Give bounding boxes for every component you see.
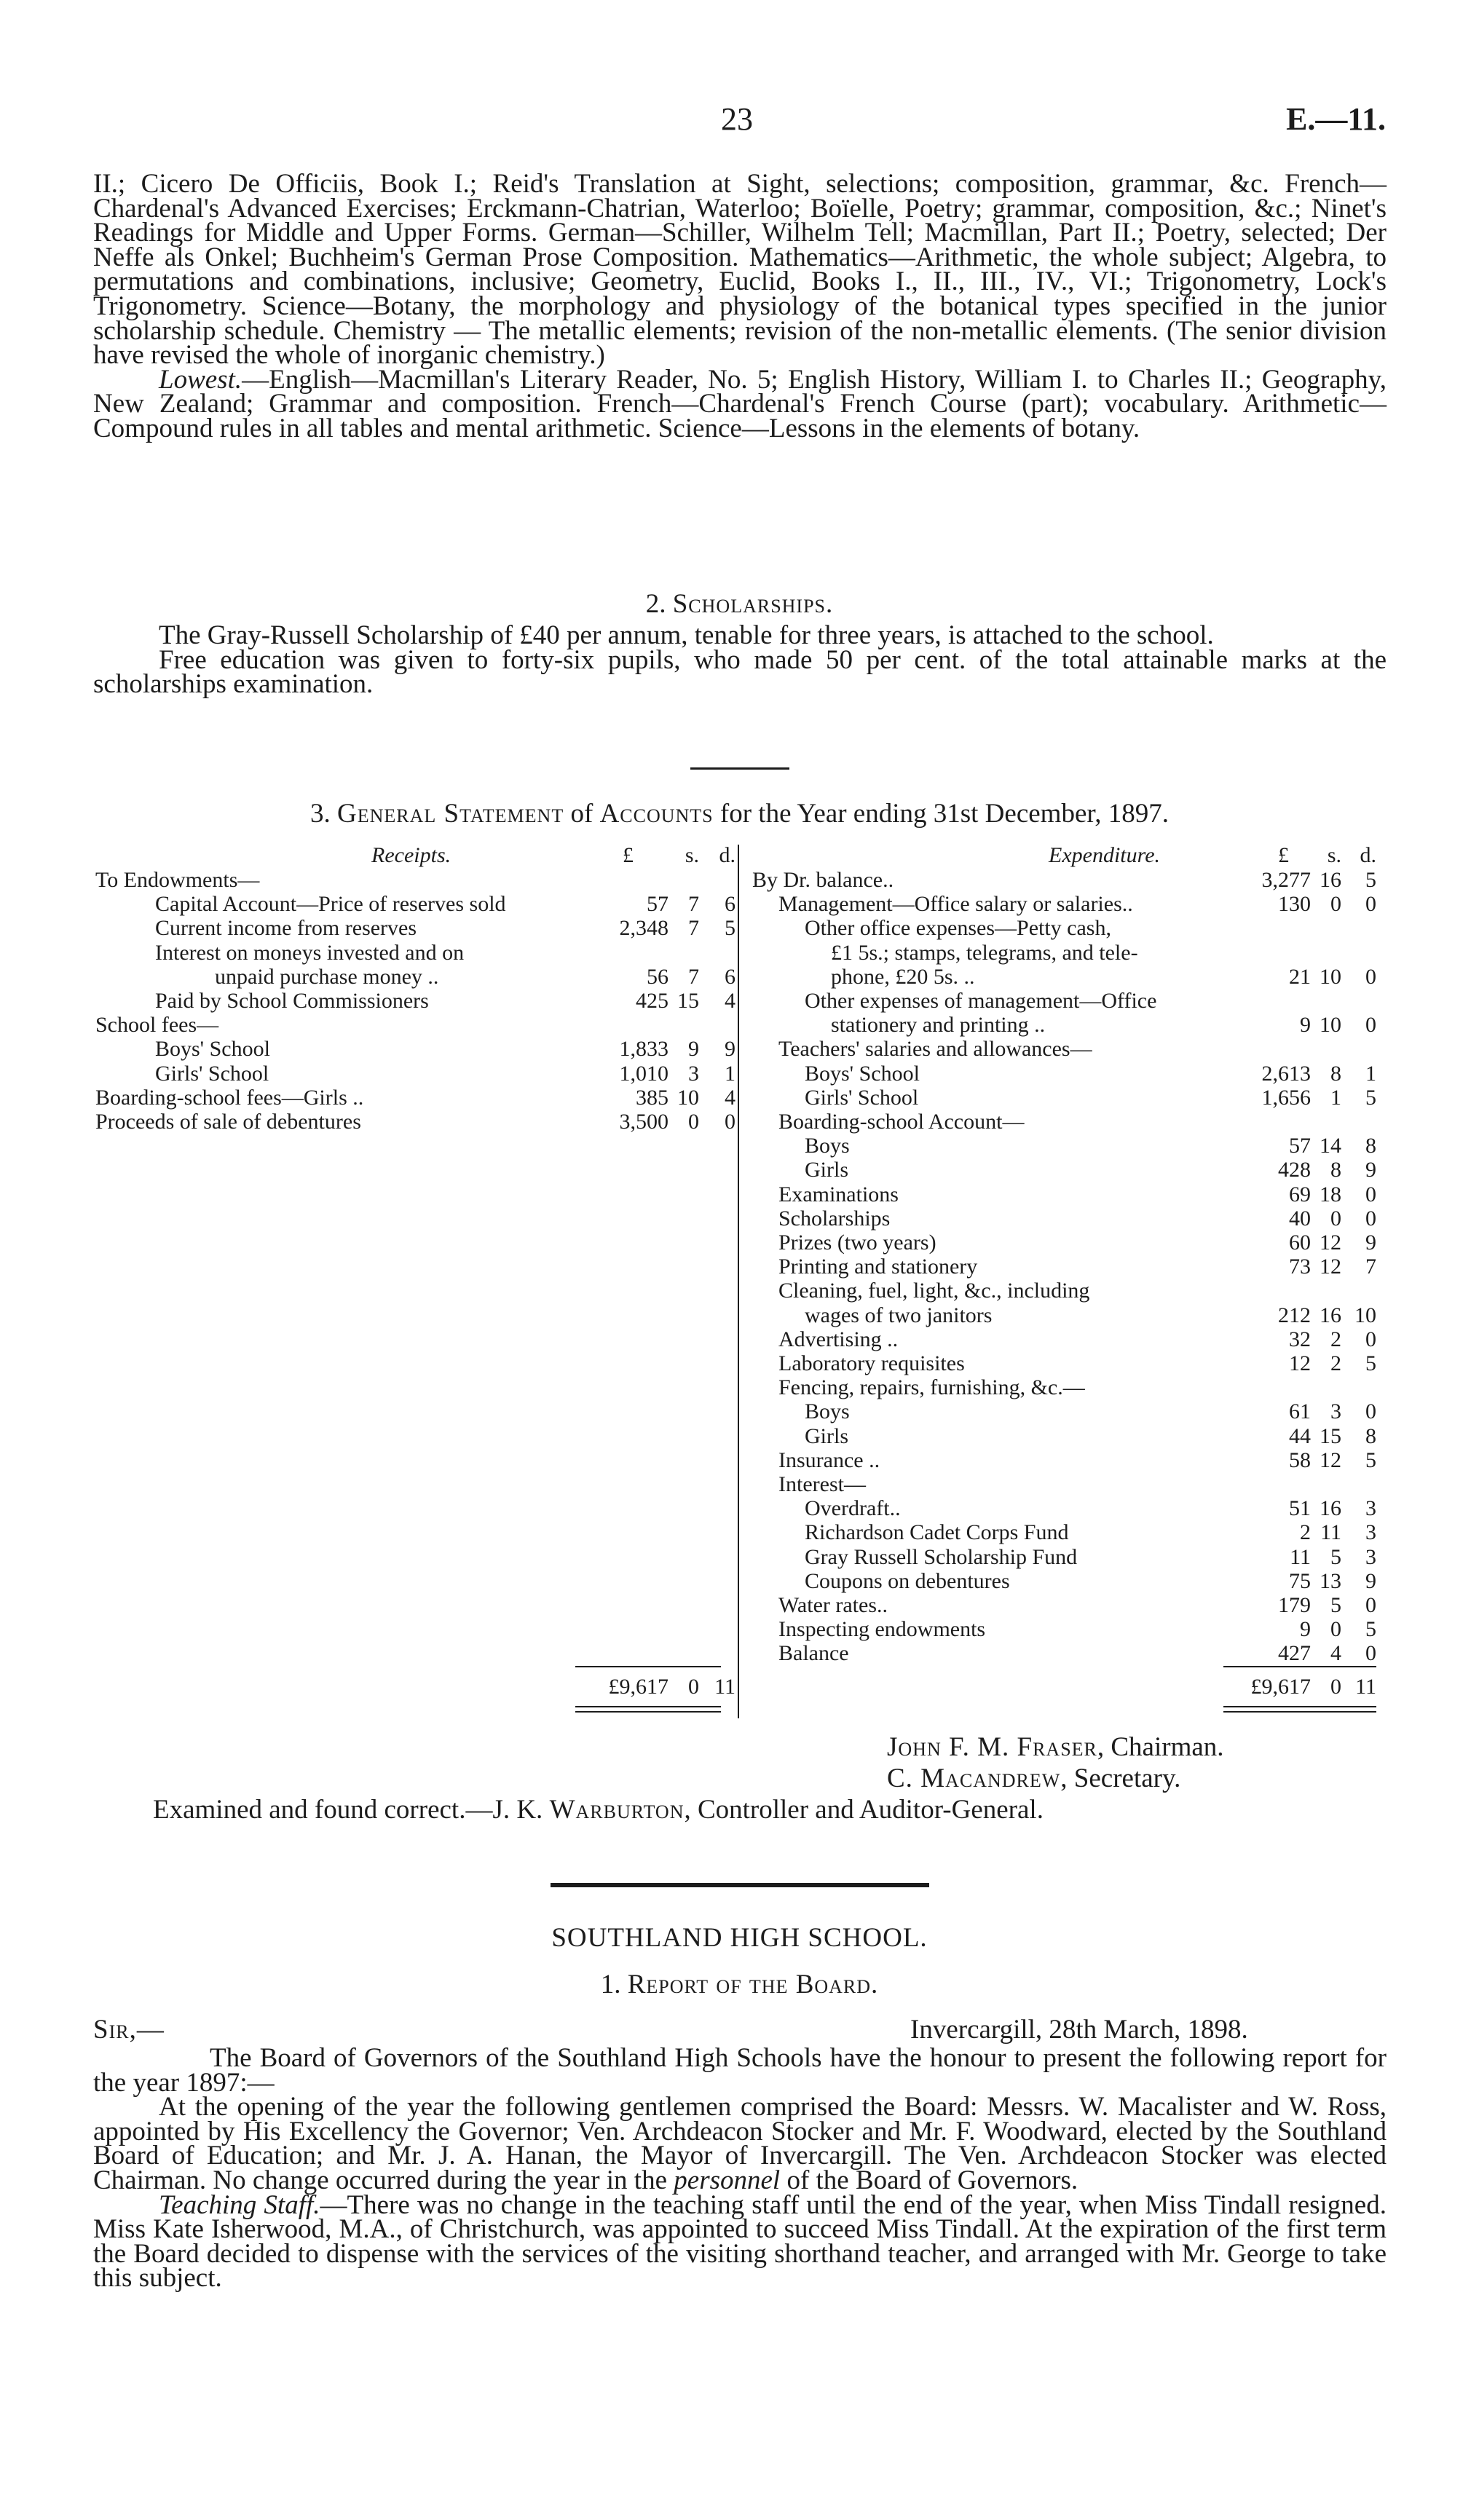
salutation: Sir,— xyxy=(93,2015,165,2045)
expenditure-label: Boarding-school Account— xyxy=(778,1110,1025,1134)
receipts-total-shillings: 0 xyxy=(688,1675,699,1699)
expenditure-amount-shillings: 14 xyxy=(1320,1134,1341,1158)
expenditure-amount-shillings: 10 xyxy=(1320,964,1341,989)
receipt-label: To Endowments— xyxy=(95,868,260,892)
report-body xyxy=(93,2043,1387,2294)
expenditure-amount-pounds: 2 xyxy=(1300,1520,1311,1545)
receipts-total-pence: 11 xyxy=(714,1675,735,1699)
receipt-label: Girls' School xyxy=(155,1061,269,1086)
expenditure-amount-pence: 1 xyxy=(1365,1061,1376,1086)
expenditure-label: Coupons on debentures xyxy=(805,1568,1010,1593)
expenditure-label: Girls xyxy=(805,1158,848,1182)
section-number: 3. xyxy=(310,799,331,829)
receipt-amount-shillings: 9 xyxy=(688,1037,699,1062)
expenditure-amount-shillings: 12 xyxy=(1320,1447,1341,1472)
lowest-text: —English—Macmillan's Literary Reader, No. 5; English History, William I. to Charles II.; Geography, New Zealand; Grammar and composition. French—Chardenal's French Course (part); vocabulary. Arithmetic—Compound rules in all tables and mental arithmetic. Science—Lessons in the elements of botany. xyxy=(93,364,1387,443)
expenditure-label: Prizes (two years) xyxy=(778,1231,936,1255)
receipts-total-pounds: £9,617 xyxy=(608,1675,668,1699)
expenditure-amount-shillings: 1 xyxy=(1330,1085,1341,1110)
expenditure-amount-shillings: 8 xyxy=(1330,1061,1341,1086)
receipt-label: Paid by School Commissioners xyxy=(155,989,429,1013)
expenditure-amount-shillings: 5 xyxy=(1330,1544,1341,1569)
expenditure-amount-pounds: 40 xyxy=(1289,1206,1311,1231)
southland-title: SOUTHLAND HIGH SCHOOL. xyxy=(551,1923,928,1953)
receipt-label: Boys' School xyxy=(155,1037,270,1062)
expenditure-amount-shillings: 10 xyxy=(1320,1013,1341,1038)
expenditure-label: Boys xyxy=(805,1399,850,1424)
receipt-amount-shillings: 10 xyxy=(677,1085,699,1110)
expenditure-amount-pence: 8 xyxy=(1365,1423,1376,1448)
expenditure-amount-pounds: 44 xyxy=(1289,1423,1311,1448)
expenditure-amount-pounds: 51 xyxy=(1289,1496,1311,1521)
expenditure-label: Water rates.. xyxy=(778,1593,888,1617)
expenditure-col-shillings: s. xyxy=(1327,843,1341,867)
receipt-amount-pence: 5 xyxy=(725,916,735,941)
expenditure-label: Boys xyxy=(805,1134,850,1158)
expenditure-amount-pounds: 3,277 xyxy=(1261,868,1311,892)
expenditure-amount-pence: 8 xyxy=(1365,1134,1376,1158)
expenditure-label: Teachers' salaries and allowances— xyxy=(778,1037,1092,1062)
expenditure-label: Other office expenses—Petty cash, xyxy=(805,916,1111,941)
expenditure-amount-pence: 9 xyxy=(1365,1568,1376,1593)
receipt-amount-pounds: 385 xyxy=(636,1085,668,1110)
expenditure-amount-pounds: 12 xyxy=(1289,1351,1311,1375)
secretary-signature: C. Macandrew, Secretary. xyxy=(887,1763,1181,1793)
expenditure-amount-pence: 9 xyxy=(1365,1231,1376,1255)
expenditure-amount-pounds: 428 xyxy=(1278,1158,1311,1182)
receipt-amount-pence: 4 xyxy=(725,989,735,1013)
receipt-amount-pence: 9 xyxy=(725,1037,735,1062)
expenditure-amount-pence: 0 xyxy=(1365,1399,1376,1424)
expenditure-amount-shillings: 11 xyxy=(1320,1520,1341,1545)
expenditure-amount-pence: 3 xyxy=(1365,1520,1376,1545)
heading-part: of xyxy=(570,799,593,829)
expenditure-amount-shillings: 15 xyxy=(1320,1423,1341,1448)
expenditure-amount-pence: 0 xyxy=(1365,1206,1376,1231)
receipts-col-pence: d. xyxy=(719,843,735,867)
expenditure-amount-pounds: 1,656 xyxy=(1261,1085,1311,1110)
expenditure-amount-pence: 0 xyxy=(1365,1182,1376,1206)
receipt-amount-pounds: 425 xyxy=(636,989,668,1013)
expenditure-total-pence: 11 xyxy=(1355,1675,1376,1699)
expenditure-amount-pence: 3 xyxy=(1365,1496,1376,1521)
expenditure-amount-shillings: 2 xyxy=(1330,1351,1341,1375)
receipt-amount-shillings: 3 xyxy=(688,1061,699,1086)
receipt-amount-pounds: 1,010 xyxy=(619,1061,668,1086)
section-title: Report of the Board. xyxy=(627,1970,879,1999)
expenditure-label: Laboratory requisites xyxy=(778,1351,965,1375)
expenditure-amount-pounds: 427 xyxy=(1278,1641,1311,1666)
expenditure-amount-pence: 0 xyxy=(1365,964,1376,989)
receipt-amount-pence: 1 xyxy=(725,1061,735,1086)
expenditure-amount-shillings: 16 xyxy=(1320,868,1341,892)
expenditure-amount-pounds: 9 xyxy=(1300,1013,1311,1038)
expenditure-total-rule xyxy=(1223,1666,1376,1667)
dateline: Invercargill, 28th March, 1898. xyxy=(910,2015,1248,2045)
expenditure-label: stationery and printing .. xyxy=(831,1013,1046,1038)
expenditure-amount-pence: 0 xyxy=(1365,1641,1376,1666)
expenditure-label: Girls xyxy=(805,1423,848,1448)
receipt-label: School fees— xyxy=(95,1013,219,1038)
expenditure-amount-pence: 9 xyxy=(1365,1158,1376,1182)
expenditure-title: Expenditure. xyxy=(1049,843,1161,867)
expenditure-label: Scholarships xyxy=(778,1206,891,1231)
section-heavy-divider xyxy=(551,1883,929,1887)
expenditure-label: Girls' School xyxy=(805,1085,919,1110)
receipt-amount-pence: 6 xyxy=(725,892,735,917)
report-subheading xyxy=(0,1969,1479,2000)
expenditure-amount-shillings: 4 xyxy=(1330,1641,1341,1666)
expenditure-double-rule xyxy=(1223,1706,1376,1707)
expenditure-label: Overdraft.. xyxy=(805,1496,901,1521)
expenditure-amount-shillings: 13 xyxy=(1320,1568,1341,1593)
expenditure-amount-pounds: 2,613 xyxy=(1261,1061,1311,1086)
receipts-total-rule xyxy=(575,1666,721,1667)
expenditure-total-shillings: 0 xyxy=(1330,1675,1341,1699)
report-paragraph-2: At the opening of the year the following gentlemen comprised the Board: Messrs. W. Macalister and W. Ross, appointed by His Excellency the Governor; Ven. Archdeacon Stocker and Mr. F. Woodward, elected by the Southland Board of Education; and Mr. J. A. Hanan, the Mayor of Invercargill. The Ven. Archdeacon Stocker was elected Chairman. No change occurred during the year in the personnel of the Board of Governors. xyxy=(93,2092,1387,2195)
expenditure-amount-pence: 7 xyxy=(1365,1255,1376,1279)
receipts-col-shillings: s. xyxy=(685,843,699,867)
section-number: 2. xyxy=(645,589,666,619)
expenditure-amount-pence: 5 xyxy=(1365,1617,1376,1642)
expenditure-label: wages of two janitors xyxy=(805,1303,993,1327)
expenditure-label: Inspecting endowments xyxy=(778,1617,986,1642)
receipt-amount-shillings: 7 xyxy=(688,892,699,917)
expenditure-amount-pounds: 58 xyxy=(1289,1447,1311,1472)
expenditure-amount-shillings: 16 xyxy=(1320,1303,1341,1327)
expenditure-amount-pounds: 179 xyxy=(1278,1593,1311,1617)
expenditure-amount-shillings: 2 xyxy=(1330,1327,1341,1351)
expenditure-label: Insurance .. xyxy=(778,1447,880,1472)
expenditure-amount-pounds: 61 xyxy=(1289,1399,1311,1424)
expenditure-label: Cleaning, fuel, light, &c., including xyxy=(778,1279,1090,1303)
table-column-divider xyxy=(738,845,739,1718)
page-number: 23 xyxy=(721,101,753,137)
expenditure-col-pounds: £ xyxy=(1278,843,1289,867)
receipt-label: Capital Account—Price of reserves sold xyxy=(155,892,506,917)
receipt-label: Proceeds of sale of debentures xyxy=(95,1110,361,1134)
receipt-amount-shillings: 7 xyxy=(688,964,699,989)
expenditure-label: Gray Russell Scholarship Fund xyxy=(805,1544,1078,1569)
receipt-label: unpaid purchase money .. xyxy=(215,964,439,989)
expenditure-amount-pence: 5 xyxy=(1365,1447,1376,1472)
expenditure-amount-pence: 10 xyxy=(1354,1303,1376,1327)
expenditure-amount-pence: 0 xyxy=(1365,892,1376,917)
heading-part: Accounts xyxy=(599,799,714,829)
expenditure-amount-pounds: 11 xyxy=(1290,1544,1311,1569)
expenditure-amount-shillings: 3 xyxy=(1330,1399,1341,1424)
expenditure-amount-pounds: 57 xyxy=(1289,1134,1311,1158)
expenditure-label: phone, £20 5s. .. xyxy=(831,964,975,989)
expenditure-amount-shillings: 16 xyxy=(1320,1496,1341,1521)
expenditure-amount-pounds: 21 xyxy=(1289,964,1311,989)
expenditure-label: Boys' School xyxy=(805,1061,920,1086)
expenditure-amount-pounds: 9 xyxy=(1300,1617,1311,1642)
receipts-double-rule xyxy=(575,1706,721,1707)
expenditure-amount-pence: 0 xyxy=(1365,1327,1376,1351)
expenditure-amount-pence: 5 xyxy=(1365,1351,1376,1375)
expenditure-amount-pence: 0 xyxy=(1365,1593,1376,1617)
receipt-label: Current income from reserves xyxy=(155,916,417,941)
receipt-amount-pence: 4 xyxy=(725,1085,735,1110)
receipts-title: Receipts. xyxy=(371,843,451,867)
receipt-amount-shillings: 0 xyxy=(688,1110,699,1134)
expenditure-label: Richardson Cadet Corps Fund xyxy=(805,1520,1069,1545)
expenditure-amount-pence: 0 xyxy=(1365,1013,1376,1038)
expenditure-amount-shillings: 5 xyxy=(1330,1593,1341,1617)
expenditure-amount-pence: 3 xyxy=(1365,1544,1376,1569)
receipt-amount-pounds: 57 xyxy=(647,892,668,917)
receipt-amount-pence: 6 xyxy=(725,964,735,989)
report-paragraph-3: Teaching Staff.—There was no change in the teaching staff until the end of the year, when Miss Tindall resigned. Miss Kate Isherwood, M.A., of Christchurch, was appointed to succeed Miss Tindall. At the expiration of the first term the Board decided to dispense with the services of the visiting shorthand teacher, and arranged with Mr. George to take this subject. xyxy=(93,2189,1387,2294)
scholarship-paragraph-1: The Gray-Russell Scholarship of £40 per annum, tenable for three years, is attached to the school. xyxy=(159,620,1214,650)
receipt-amount-pounds: 3,500 xyxy=(619,1110,668,1134)
expenditure-amount-shillings: 18 xyxy=(1320,1182,1341,1206)
expenditure-double-rule xyxy=(1223,1711,1376,1713)
expenditure-amount-pounds: 212 xyxy=(1278,1303,1311,1327)
expenditure-label: Examinations xyxy=(778,1182,899,1206)
expenditure-label: Printing and stationery xyxy=(778,1255,978,1279)
scholarship-paragraph-2: Free education was given to forty-six pupils, who made 50 per cent. of the total attainable marks at the scholarships examination. xyxy=(93,644,1387,700)
expenditure-amount-shillings: 12 xyxy=(1320,1231,1341,1255)
receipt-label: Boarding-school fees—Girls .. xyxy=(95,1085,364,1110)
heading-part: General Statement xyxy=(337,799,564,829)
expenditure-label: Management—Office salary or salaries.. xyxy=(778,892,1133,917)
expenditure-amount-pounds: 130 xyxy=(1278,892,1311,917)
receipts-col-pounds: £ xyxy=(623,843,634,867)
receipt-amount-shillings: 7 xyxy=(688,916,699,941)
expenditure-label: Fencing, repairs, furnishing, &c.— xyxy=(778,1375,1085,1400)
expenditure-total-pounds: £9,617 xyxy=(1250,1675,1311,1699)
expenditure-amount-pence: 5 xyxy=(1365,868,1376,892)
receipt-amount-pounds: 1,833 xyxy=(619,1037,668,1062)
expenditure-amount-pounds: 69 xyxy=(1289,1182,1311,1206)
expenditure-col-pence: d. xyxy=(1360,843,1376,867)
section-title: Scholarships. xyxy=(672,589,834,619)
expenditure-amount-pounds: 60 xyxy=(1289,1231,1311,1255)
expenditure-amount-shillings: 0 xyxy=(1330,892,1341,917)
section-number: 1. xyxy=(600,1970,621,1999)
expenditure-label: Balance xyxy=(778,1641,849,1666)
expenditure-amount-pounds: 75 xyxy=(1289,1568,1311,1593)
receipt-label: Interest on moneys invested and on xyxy=(155,940,465,965)
expenditure-amount-pence: 5 xyxy=(1365,1085,1376,1110)
expenditure-label: By Dr. balance.. xyxy=(752,868,894,892)
expenditure-amount-shillings: 12 xyxy=(1320,1255,1341,1279)
receipt-amount-pounds: 56 xyxy=(647,964,668,989)
expenditure-amount-shillings: 0 xyxy=(1330,1206,1341,1231)
document-reference: E.—11. xyxy=(1286,101,1386,137)
expenditure-label: Interest— xyxy=(778,1472,866,1496)
expenditure-label: Advertising .. xyxy=(778,1327,899,1351)
expenditure-amount-shillings: 8 xyxy=(1330,1158,1341,1182)
lowest-label: Lowest. xyxy=(159,364,242,395)
heading-part: for the Year ending 31st December, 1897. xyxy=(719,799,1169,829)
report-paragraph-1: The Board of Governors of the Southland High Schools have the honour to present the following report for the year 1897:— xyxy=(93,2043,1387,2098)
curriculum-paragraph: II.; Cicero De Officiis, Book I.; Reid's Translation at Sight, selections; composition, grammar, &c. French—Chardenal's Advanced Exercises; Erckmann-Chatrian, Waterloo; Boïelle, Poetry; grammar, composition, &c.; Ninet's Readings for Middle and Upper Forms. German—Schiller, Wilhelm Tell; Macmillan, Part II.; Poetry, selected; Der Neffe als Onkel; Buchheim's German Prose Composition. Mathematics—Arithmetic, the whole subject; Algebra, to permutations and combinations, inclusive; Geometry, Euclid, Books I., II., III., IV., VI.; Trigonometry, Lock's Trigonometry. Science—Botany, the morphology and physiology of the botanical types specified in the junior scholarship schedule. Chemistry — The metallic elements; revision of the non-metallic elements. (The senior division have revised the whole of inorganic chemistry.) xyxy=(93,169,1387,371)
expenditure-amount-pounds: 32 xyxy=(1289,1327,1311,1351)
expenditure-label: £1 5s.; stamps, telegrams, and tele- xyxy=(831,940,1138,965)
expenditure-amount-shillings: 0 xyxy=(1330,1617,1341,1642)
receipts-double-rule xyxy=(575,1711,721,1713)
receipt-amount-pence: 0 xyxy=(725,1110,735,1134)
expenditure-amount-pounds: 73 xyxy=(1289,1255,1311,1279)
auditor-statement: Examined and found correct.—J. K. Warburton, Controller and Auditor-General. xyxy=(153,1795,1044,1825)
receipt-amount-shillings: 15 xyxy=(677,989,699,1013)
expenditure-label: Other expenses of management—Office xyxy=(805,989,1157,1013)
chairman-signature: John F. M. Fraser, Chairman. xyxy=(887,1732,1224,1762)
receipt-amount-pounds: 2,348 xyxy=(619,916,668,941)
